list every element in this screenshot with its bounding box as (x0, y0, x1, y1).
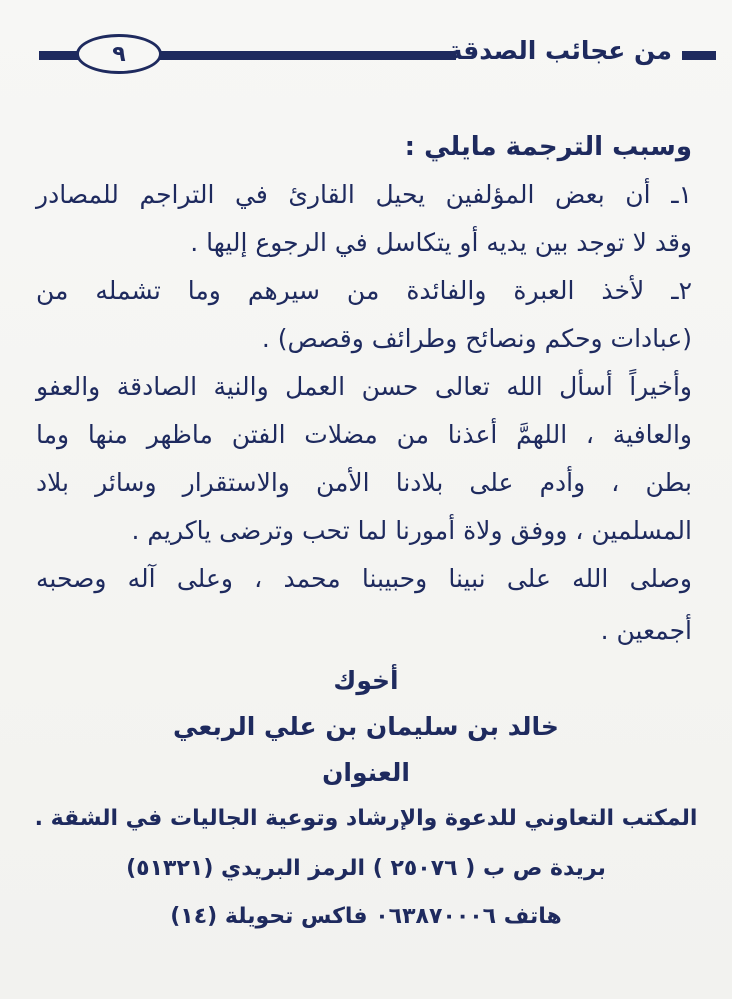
body-line-6: والعافية ، اللهمَّ أعذنا من مضلات الفتن ماظهر منها وما (36, 420, 692, 449)
signature-greeting: أخوك (333, 666, 399, 695)
page-number-oval (76, 34, 162, 74)
page-number: ٩ (112, 41, 126, 67)
body-line-10: أجمعين . (600, 616, 692, 645)
po-box: بريدة ص ب ( ٢٥٠٧٦ ) الرمز البريدي (٥١٣٢١) (126, 856, 606, 881)
header-rule-right (682, 51, 716, 60)
running-title: من عجائب الصدقة (447, 36, 672, 65)
page-header (36, 22, 716, 82)
body-line-3: ٢ـ لأخذ العبرة والفائدة من سيرهم وما تشمله من (36, 276, 692, 305)
phone-fax: هاتف ٠٦٣٨٧٠٠٠٦ فاكس تحويلة (١٤) (170, 904, 562, 929)
body-line-5: وأخيراً أسأل الله تعالى حسن العمل والنية الصادقة والعفو (36, 372, 692, 401)
address-label: العنوان (322, 758, 410, 787)
body-line-9: وصلى الله على نبينا وحبيبنا محمد ، وعلى آله وصحبه (36, 564, 692, 593)
office-name: المكتب التعاوني للدعوة والإرشاد وتوعية الجاليات في الشقة . (34, 806, 698, 831)
body-line-1: ١ـ أن بعض المؤلفين يحيل القارئ في التراجم للمصادر (36, 180, 692, 209)
body-line-8: المسلمين ، ووفق ولاة أمورنا لما تحب وترضى ياكريم . (131, 516, 692, 545)
body-line-7: بطن ، وأدم على بلادنا الأمن والاستقرار وسائر بلاد (36, 468, 692, 497)
header-rule-left (156, 51, 456, 60)
body-line-2: وقد لا توجد بين يديه أو يتكاسل في الرجوع إليها . (190, 228, 692, 257)
section-heading: وسبب الترجمة مايلي : (404, 132, 692, 162)
body-line-4: (عبادات وحكم ونصائح وطرائف وقصص) . (261, 324, 692, 353)
author-name: خالد بن سليمان بن علي الربعي (173, 712, 559, 741)
